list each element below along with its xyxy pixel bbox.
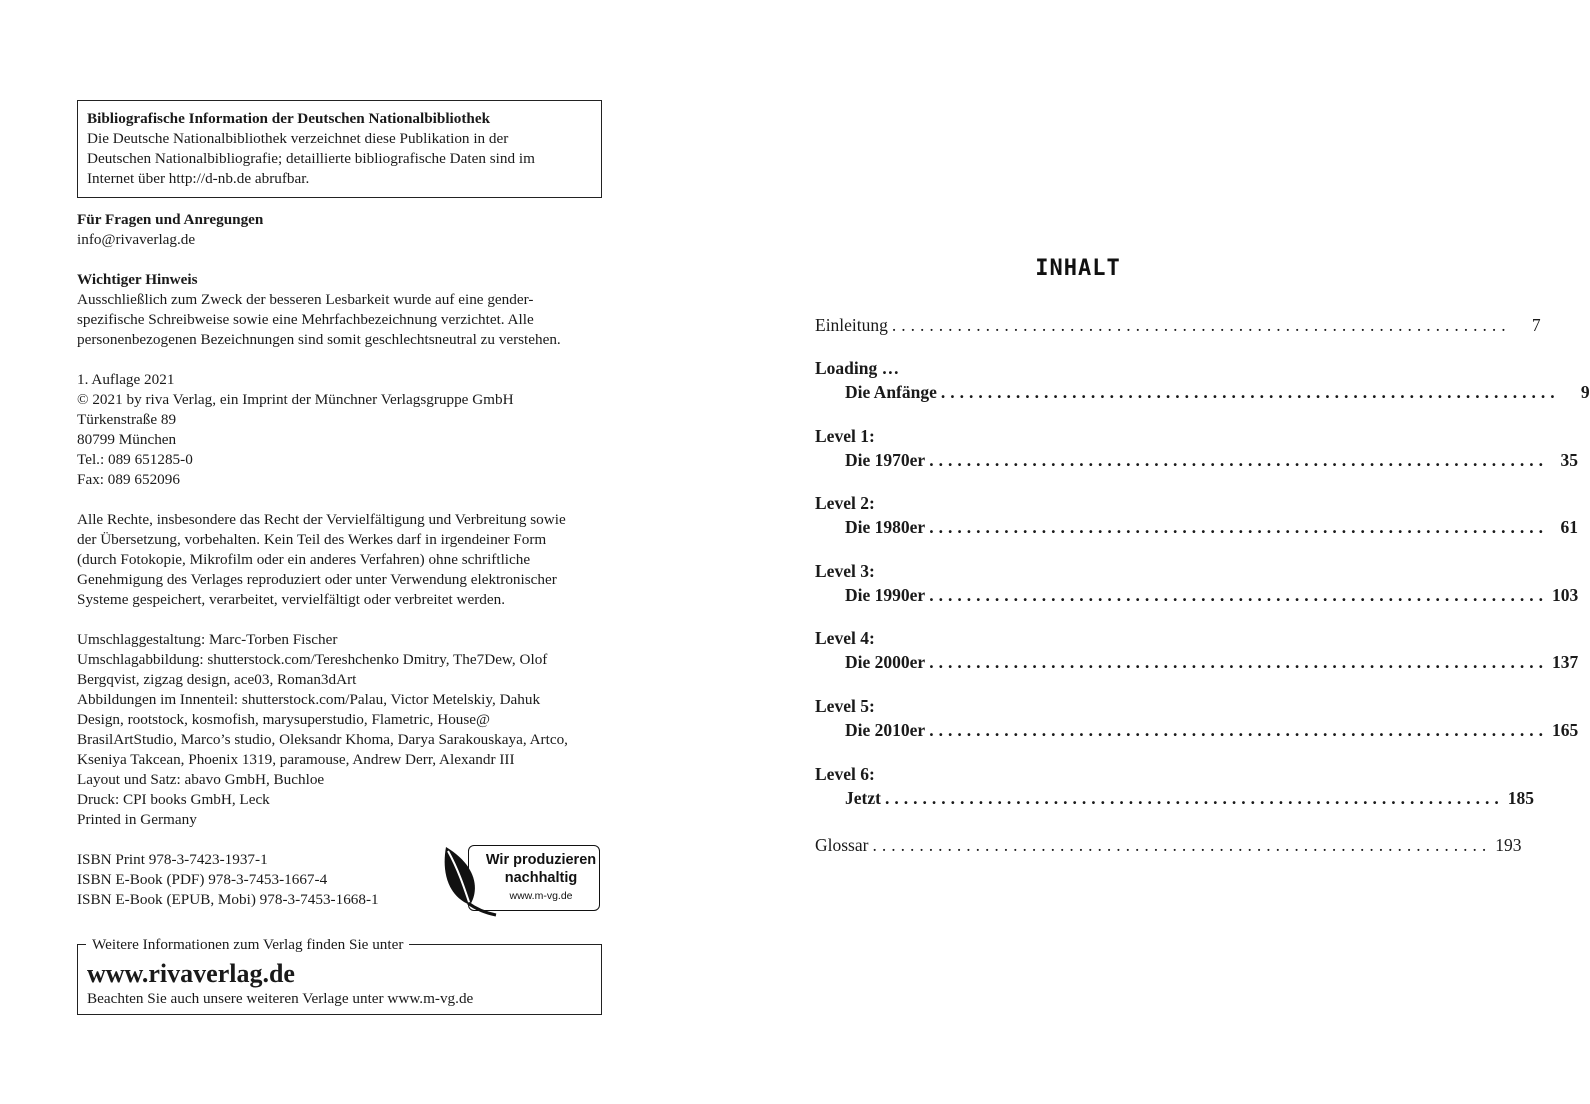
contact-block bbox=[77, 210, 602, 250]
toc-leader-dots: .................................................................. bbox=[884, 788, 1504, 808]
toc-entry[interactable] bbox=[815, 626, 1579, 674]
toc-entry-heading: Loading … bbox=[815, 358, 900, 378]
toc-entry-page: 35 bbox=[1560, 450, 1578, 470]
imprint-line: Fax: 089 652096 bbox=[77, 471, 180, 488]
toc-leader-dots: .................................................................. bbox=[929, 720, 1548, 740]
cip-info-box bbox=[77, 100, 602, 198]
toc-entry[interactable] bbox=[815, 356, 1590, 404]
notice-block bbox=[77, 270, 602, 350]
toc-entry-label: Die Anfänge bbox=[845, 382, 937, 402]
cip-line: Deutschen Nationalbibliografie; detaillierte bibliografische Daten sind im bbox=[87, 150, 535, 167]
notice-heading: Wichtiger Hinweis bbox=[77, 271, 198, 288]
toc-entry[interactable] bbox=[815, 313, 1541, 337]
toc-title: INHALT bbox=[1035, 256, 1121, 281]
cip-line: Internet über http://d-nb.de abrufbar. bbox=[87, 170, 310, 187]
toc-entry[interactable] bbox=[815, 833, 1522, 857]
toc-entry-label: Glossar bbox=[815, 835, 869, 855]
toc-entry-page: 137 bbox=[1551, 652, 1579, 672]
publisher-url[interactable]: www.rivaverlag.de bbox=[87, 959, 295, 988]
sustainability-badge bbox=[440, 843, 600, 911]
notice-line: spezifische Schreibweise sowie eine Mehrfachbezeichnung verzichtet. Alle bbox=[77, 311, 534, 328]
toc-entry[interactable] bbox=[815, 559, 1579, 607]
toc-entry-label: Jetzt bbox=[845, 788, 881, 808]
toc-leader-dots: .................................................................. bbox=[929, 517, 1548, 537]
toc-leader-dots: .................................................................. bbox=[929, 450, 1548, 470]
notice-line: Ausschließlich zum Zweck der besseren Lesbarkeit wurde auf eine gender- bbox=[77, 291, 534, 308]
credits-line: Layout und Satz: abavo GmbH, Buchloe bbox=[77, 771, 325, 788]
isbn-line: ISBN E-Book (PDF) 978-3-7453-1667-4 bbox=[77, 871, 328, 888]
credits-line: BrasilArtStudio, Marco’s studio, Oleksandr Khoma, Darya Sarakouskaya, Artco, bbox=[77, 731, 568, 748]
toc-entry-page: 9 bbox=[1580, 382, 1590, 402]
toc-entry[interactable] bbox=[815, 491, 1578, 539]
toc-entry-label: Einleitung bbox=[815, 315, 888, 335]
imprint-block bbox=[77, 370, 602, 490]
credits-line: Umschlaggestaltung: Marc-Torben Fischer bbox=[77, 631, 338, 648]
credits-line: Abbildungen im Innenteil: shutterstock.com/Palau, Victor Metelskiy, Dahuk bbox=[77, 691, 541, 708]
credits-line: Design, rootstock, kosmofish, marysuperstudio, Flametric, House@ bbox=[77, 711, 491, 728]
toc-entry[interactable] bbox=[815, 762, 1534, 810]
badge-url: www.m-vg.de bbox=[509, 890, 573, 902]
web-box-note: Beachten Sie auch unsere weiteren Verlage unter www.m-vg.de bbox=[87, 990, 474, 1007]
imprint-line: 1. Auflage 2021 bbox=[77, 371, 175, 388]
toc-leader-dots: .................................................................. bbox=[891, 315, 1511, 335]
rights-line: Genehmigung des Verlages reproduziert oder unter Verwendung elektronischer bbox=[77, 571, 557, 588]
contact-email: info@rivaverlag.de bbox=[77, 231, 196, 248]
credits-line: Druck: CPI books GmbH, Leck bbox=[77, 791, 270, 808]
publisher-web-box bbox=[77, 936, 602, 1015]
right-page bbox=[708, 0, 1590, 1104]
toc-entry[interactable] bbox=[815, 694, 1579, 742]
toc-entry-label: Die 2000er bbox=[845, 652, 926, 672]
imprint-line: 80799 München bbox=[77, 431, 177, 448]
toc-entry-page: 185 bbox=[1507, 788, 1534, 808]
notice-line: personenbezogenen Bezeichnungen sind somit geschlechtsneutral zu verstehen. bbox=[77, 331, 561, 348]
badge-text bbox=[482, 851, 600, 887]
toc-entry-label: Die 2010er bbox=[845, 720, 926, 740]
toc-entry-label: Die 1990er bbox=[845, 585, 926, 605]
web-box-legend: Weitere Informationen zum Verlag finden Sie unter bbox=[86, 935, 409, 955]
imprint-line: Türkenstraße 89 bbox=[77, 411, 177, 428]
badge-line2: nachhaltig bbox=[504, 870, 578, 886]
toc-entry-page: 165 bbox=[1551, 720, 1579, 740]
rights-line: der Übersetzung, vorbehalten. Kein Teil des Werkes darf in irgendeiner Form bbox=[77, 531, 547, 548]
credits-line: Bergqvist, zigzag design, ace03, Roman3dArt bbox=[77, 671, 357, 688]
toc-leader-dots: .................................................................. bbox=[872, 835, 1492, 855]
toc-entry[interactable] bbox=[815, 424, 1578, 472]
rights-line: Alle Rechte, insbesondere das Recht der Vervielfältigung und Verbreitung sowie bbox=[77, 511, 566, 528]
rights-line: (durch Fotokopie, Mikrofilm oder ein anderes Verfahren) ohne schriftliche bbox=[77, 551, 531, 568]
toc-entry-label: Die 1980er bbox=[845, 517, 926, 537]
toc-entry-heading: Level 6: bbox=[815, 764, 875, 784]
toc-entry-heading: Level 4: bbox=[815, 628, 875, 648]
rights-block bbox=[77, 510, 602, 610]
toc-entry-heading: Level 5: bbox=[815, 696, 875, 716]
badge-line1: Wir produzieren bbox=[485, 852, 597, 868]
isbn-line: ISBN E-Book (EPUB, Mobi) 978-3-7453-1668-1 bbox=[77, 891, 379, 908]
toc-entry-page: 103 bbox=[1551, 585, 1579, 605]
cip-line: Die Deutsche Nationalbibliothek verzeichnet diese Publikation in der bbox=[87, 130, 509, 147]
credits-line: Kseniya Takcean, Phoenix 1319, paramouse, Andrew Derr, Alexandr III bbox=[77, 751, 515, 768]
toc-leader-dots: .................................................................. bbox=[929, 652, 1548, 672]
left-page bbox=[0, 0, 708, 1104]
toc-entry-page: 61 bbox=[1560, 517, 1578, 537]
toc-entry-page: 7 bbox=[1531, 315, 1541, 335]
toc-entry-heading: Level 3: bbox=[815, 561, 875, 581]
rights-line: Systeme gespeichert, verarbeitet, vervielfältigt oder verbreitet werden. bbox=[77, 591, 506, 608]
isbn-line: ISBN Print 978-3-7423-1937-1 bbox=[77, 851, 268, 868]
contact-heading: Für Fragen und Anregungen bbox=[77, 211, 264, 228]
credits-block bbox=[77, 630, 602, 830]
credits-line: Umschlagabbildung: shutterstock.com/Tereshchenko Dmitry, The7Dew, Olof bbox=[77, 651, 548, 668]
toc-entry-heading: Level 1: bbox=[815, 426, 875, 446]
toc-leader-dots: .................................................................. bbox=[929, 585, 1548, 605]
toc-entry-page: 193 bbox=[1495, 835, 1522, 855]
toc-leader-dots: .................................................................. bbox=[940, 382, 1560, 402]
credits-line: Printed in Germany bbox=[77, 811, 197, 828]
cip-title: Bibliografische Information der Deutschen Nationalbibliothek bbox=[87, 110, 491, 127]
toc-entry-heading: Level 2: bbox=[815, 493, 875, 513]
imprint-line: Tel.: 089 651285-0 bbox=[77, 451, 193, 468]
imprint-line: © 2021 by riva Verlag, ein Imprint der Münchner Verlagsgruppe GmbH bbox=[77, 391, 514, 408]
toc-entry-label: Die 1970er bbox=[845, 450, 926, 470]
